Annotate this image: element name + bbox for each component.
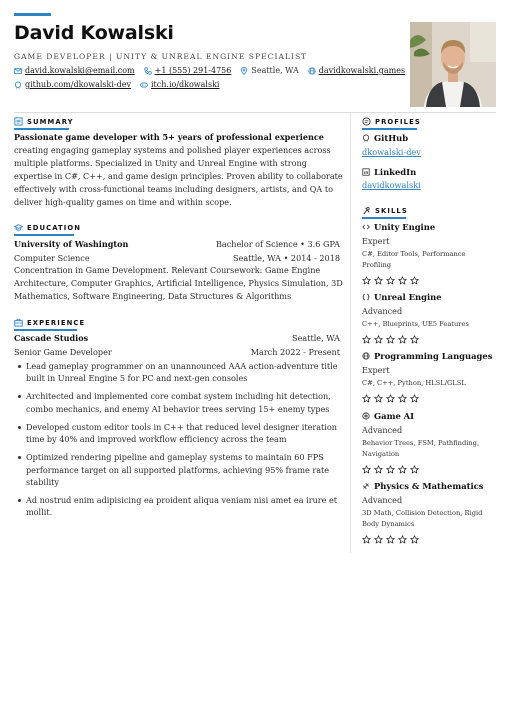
skills-heading-underline [362,217,406,219]
summary-heading-label: SUMMARY [27,117,74,126]
summary-heading-underline [14,128,69,130]
experience-bullet: Architected and implemented core combat system including hit detection, combo mechanics, and enemy AI behavior trees serving 15+ enemy types [14,390,344,415]
skill-name-label: Unity Engine [374,222,436,232]
skill-title [362,292,442,302]
profile-linkedin-network: LinkedIn [374,167,417,177]
profiles-heading-label: PROFILES [375,117,421,126]
profile-github-network: GitHub [374,133,409,143]
skill-title [362,411,414,421]
experience-heading-underline [14,329,77,331]
profile-photo [410,22,496,107]
profiles-heading [362,117,421,126]
contact-row-primary [14,66,405,75]
contact-email[interactable] [14,66,135,75]
itch-link[interactable]: itch.io/dkowalski [151,80,220,89]
graduation-cap-icon [14,223,23,232]
tools-icon [362,206,371,215]
column-divider [350,113,351,553]
candidate-subtitle: GAME DEVELOPER | UNITY & UNREAL ENGINE SPECIALIST [14,52,308,61]
skill-keywords: Behavior Trees, FSM, Pathfinding, Navigation [362,439,480,458]
skill-name-label: Unreal Engine [374,292,442,302]
star-icon [410,394,419,403]
education-degree: Bachelor of Science • 3.6 GPA [215,239,340,249]
star-icon [374,276,383,285]
experience-bullet: Lead gameplay programmer on an unannounced AAA action-adventure title built in Unreal Engine 5 for PC and next-gen consoles [14,360,344,385]
github-icon [362,134,370,142]
website-link[interactable]: davidkowalski.games [318,66,406,75]
summary-lead: Passionate game developer with 5+ years of professional experience [14,132,324,142]
summary-body: creating engaging gameplay systems and polished player experiences across multiple platforms. Specialized in Unity and Unreal Engine with strong expertise in C#, C++, and game design principles. Proven ability to collaborate effectively with cross-functional teams including designers, artists, and QA to deliver high-quality games on time and within scope. [14,144,343,207]
star-icon [362,465,371,474]
phone-link[interactable]: +1 (555) 291-4756 [154,66,232,75]
star-icon [386,276,395,285]
star-icon [386,335,395,344]
star-icon [374,394,383,403]
skill-keywords: C#, C++, Python, HLSL/GLSL [362,379,466,387]
education-heading-label: EDUCATION [27,223,82,232]
skill-rating [362,394,419,403]
experience-role: Senior Game Developer [14,347,112,357]
github-icon [14,81,22,89]
phone-icon [144,67,152,75]
star-icon [374,535,383,544]
profile-linkedin-link[interactable]: davidkowalski [362,180,421,190]
profile-linkedin [362,167,416,177]
education-location-dates: Seattle, WA • 2014 - 2018 [233,253,340,263]
star-icon [398,465,407,474]
star-icon [374,335,383,344]
star-icon [362,535,371,544]
skill-name-label: Programming Languages [374,351,493,361]
experience-company: Cascade Studios [14,333,89,343]
star-icon [410,465,419,474]
skill-level: Expert [362,236,390,246]
education-details: Concentration in Game Development. Relevant Coursework: Game Engine Architecture, Computer Graphics, Artificial Intelligence, Physics Simulation, 3D Mathematics, Software Engineering, Data Structures & Algorithms [14,265,343,301]
atom-icon [362,482,370,490]
experience-bullets [14,360,344,524]
contact-phone[interactable] [144,66,232,75]
mail-icon [14,67,22,75]
star-icon [398,394,407,403]
profile-github [362,133,408,143]
star-icon [398,335,407,344]
contact-location [240,66,298,75]
contact-website[interactable] [308,66,405,75]
star-icon [362,276,371,285]
star-icon [398,276,407,285]
summary-heading [14,117,74,126]
experience-bullet: Developed custom editor tools in C++ that reduced level designer iteration time by 40% and improved workflow efficiency across the team [14,421,344,446]
contact-itch[interactable] [140,80,220,89]
skill-keywords: 3D Math, Collision Detection, Rigid Body Dynamics [362,509,483,528]
experience-location: Seattle, WA [292,333,340,343]
map-pin-icon [240,67,248,75]
code-icon [362,223,370,231]
profiles-heading-underline [362,128,417,130]
skill-name-label: Physics & Mathematics [374,481,484,491]
experience-dates: March 2022 - Present [250,347,340,357]
skill-keywords: C++, Blueprints, UE5 Features [362,320,469,328]
star-icon [386,394,395,403]
skill-level: Advanced [362,495,403,505]
star-icon [398,535,407,544]
skill-rating [362,465,419,474]
skills-heading-label: SKILLS [375,206,408,215]
experience-bullet: Optimized rendering pipeline and gameplay systems to maintain 60 FPS performance target on all supported platforms, achieving 95% frame rate stability [14,451,344,488]
header-accent-bar [14,13,51,16]
education-heading-underline [14,234,74,236]
experience-bullet: Ad nostrud enim adipisicing ea proident aliqua veniam nisi amet ea irure et mollit. [14,494,344,519]
chat-icon [362,117,371,126]
globe-icon [308,67,316,75]
star-icon [374,465,383,474]
profile-github-link[interactable]: dkowalski-dev [362,147,421,157]
experience-heading-label: EXPERIENCE [27,318,86,327]
brackets-icon [362,293,370,301]
experience-heading [14,318,85,327]
skill-name-label: Game AI [374,411,415,421]
candidate-name: David Kowalski [14,22,174,44]
education-heading [14,223,81,232]
star-icon [362,335,371,344]
skill-level: Expert [362,365,390,375]
star-icon [410,535,419,544]
skill-rating [362,535,419,544]
star-icon [386,535,395,544]
education-school: University of Washington [14,239,129,249]
email-link[interactable]: david.kowalski@email.com [25,66,135,75]
gamepad-icon [140,81,148,89]
star-icon [362,394,371,403]
globe-icon [362,352,370,360]
skill-title [362,351,492,361]
education-field: Computer Science [14,253,90,263]
skill-rating [362,335,419,344]
location-text: Seattle, WA [251,66,299,75]
document-icon [14,117,23,126]
github-link[interactable]: github.com/dkowalski-dev [25,80,131,89]
star-icon [410,335,419,344]
skill-keywords: C#, Editor Tools, Performance Profiling [362,250,466,269]
summary-text [14,131,344,208]
skill-rating [362,276,419,285]
skill-level: Advanced [362,425,403,435]
contact-github[interactable] [14,80,131,89]
header-divider [14,112,496,113]
skill-title [362,481,484,491]
star-icon [386,465,395,474]
contact-row-secondary [14,80,220,89]
star-icon [410,276,419,285]
skill-level: Advanced [362,306,403,316]
briefcase-icon [14,318,23,327]
skills-heading [362,206,408,215]
brain-icon [362,412,370,420]
linkedin-icon [362,168,370,176]
skill-title [362,222,435,232]
